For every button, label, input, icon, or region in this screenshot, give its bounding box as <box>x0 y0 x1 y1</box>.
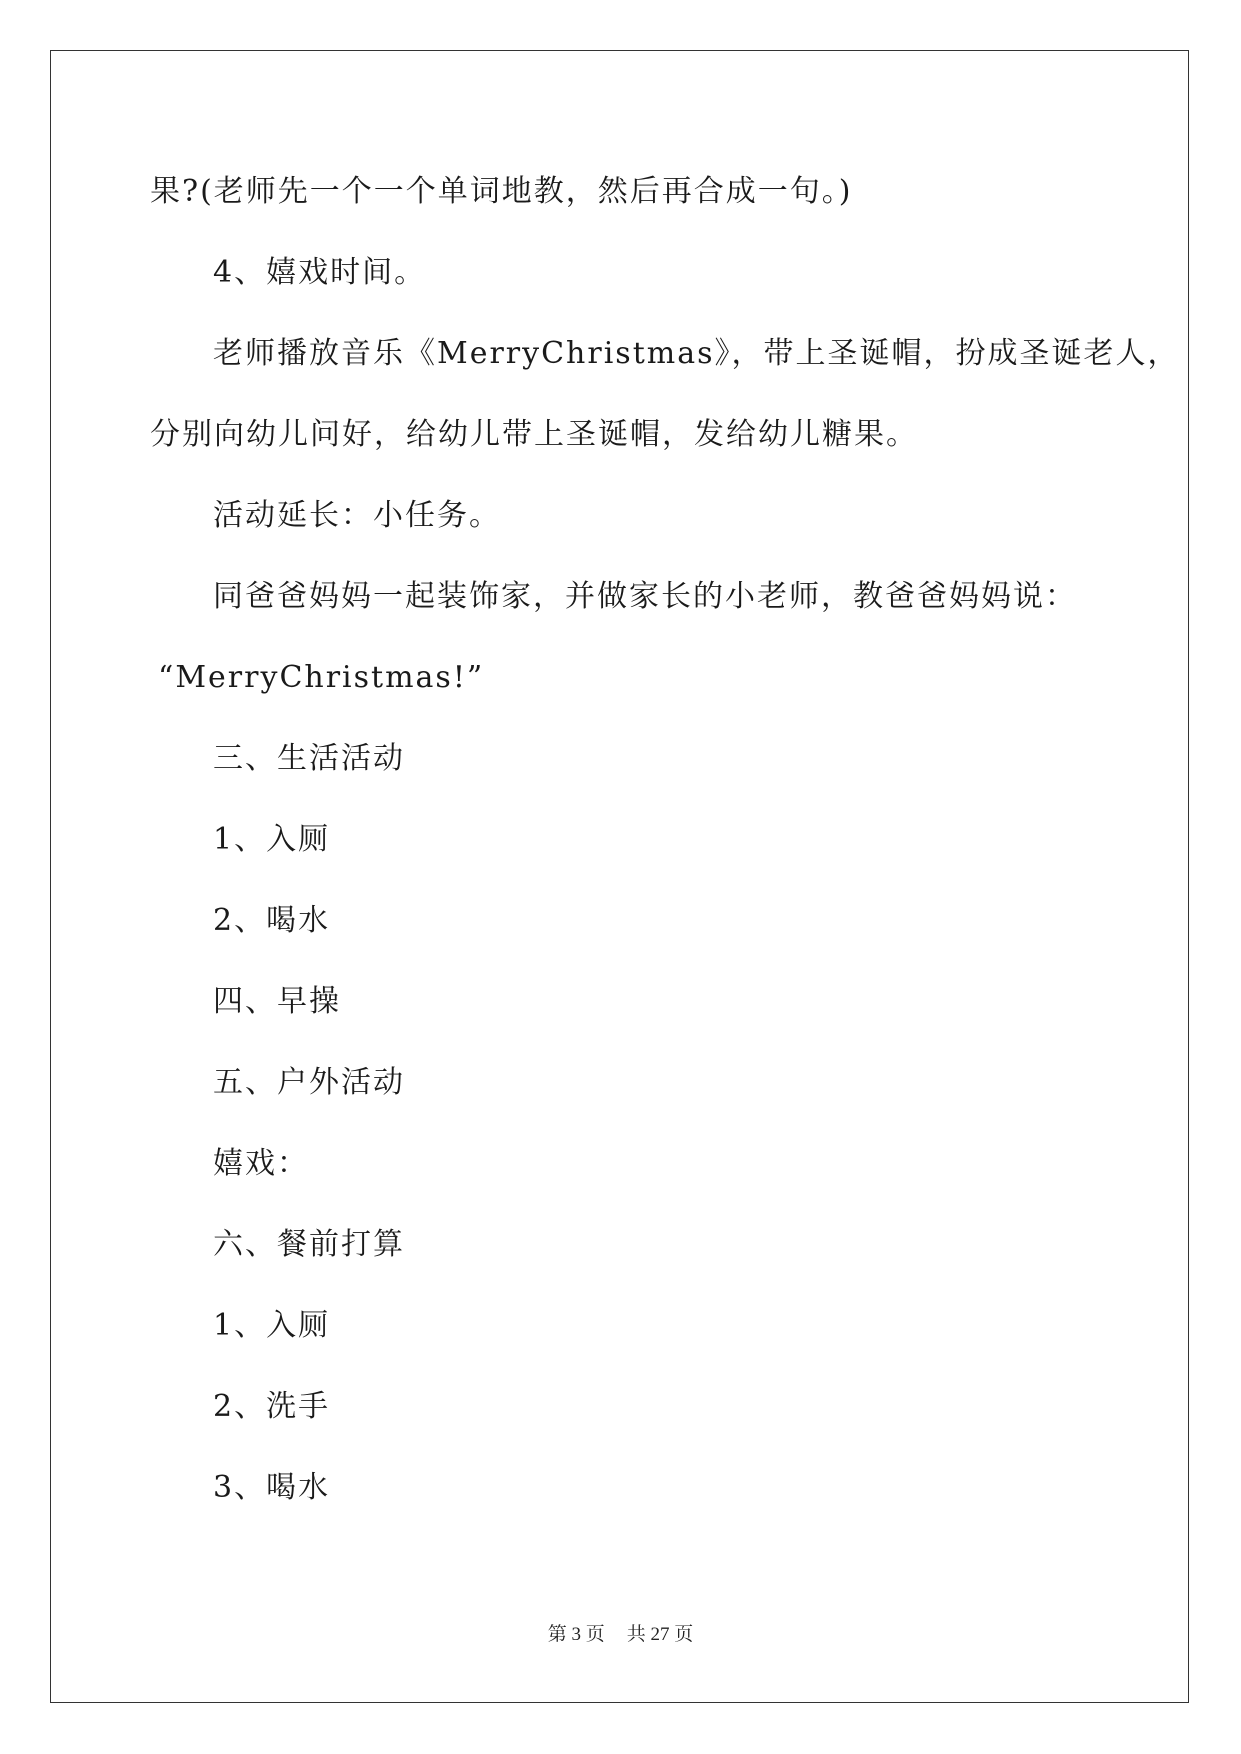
list-item: 3、喝水 <box>213 1470 331 1505</box>
page-footer <box>0 1623 1241 1647</box>
text-line-1: 果?(老师先一个一个单词地教，然后再合成一句。) <box>150 174 853 209</box>
section-heading-outdoor-activities: 五、户外活动 <box>213 1065 405 1100</box>
list-item: 1、入厕 <box>213 1308 331 1343</box>
list-item: 1、入厕 <box>213 822 331 857</box>
text-line-4: 分别向幼儿问好，给幼儿带上圣诞帽，发给幼儿糖果。 <box>150 417 918 452</box>
text-line-games: 嬉戏： <box>213 1146 309 1181</box>
list-item: 2、喝水 <box>213 903 331 938</box>
page-border <box>50 50 1189 1703</box>
page-number: 第 3 页 <box>547 1624 605 1645</box>
page-total: 共 27 页 <box>626 1624 694 1645</box>
text-line-6: 同爸爸妈妈一起装饰家，并做家长的小老师，教爸爸妈妈说： <box>213 579 1077 614</box>
list-item: 2、洗手 <box>213 1389 331 1424</box>
section-heading-morning-exercise: 四、早操 <box>213 984 341 1019</box>
text-line-3: 老师播放音乐《MerryChristmas》，带上圣诞帽，扮成圣诞老人， <box>213 336 1180 371</box>
text-line-5: 活动延长：小任务。 <box>213 498 501 533</box>
section-heading-pre-meal: 六、餐前打算 <box>213 1227 405 1262</box>
section-heading-life-activities: 三、生活活动 <box>213 741 405 776</box>
text-line-2: 4、嬉戏时间。 <box>213 255 427 290</box>
text-line-7: “MerryChristmas!” <box>158 660 485 695</box>
